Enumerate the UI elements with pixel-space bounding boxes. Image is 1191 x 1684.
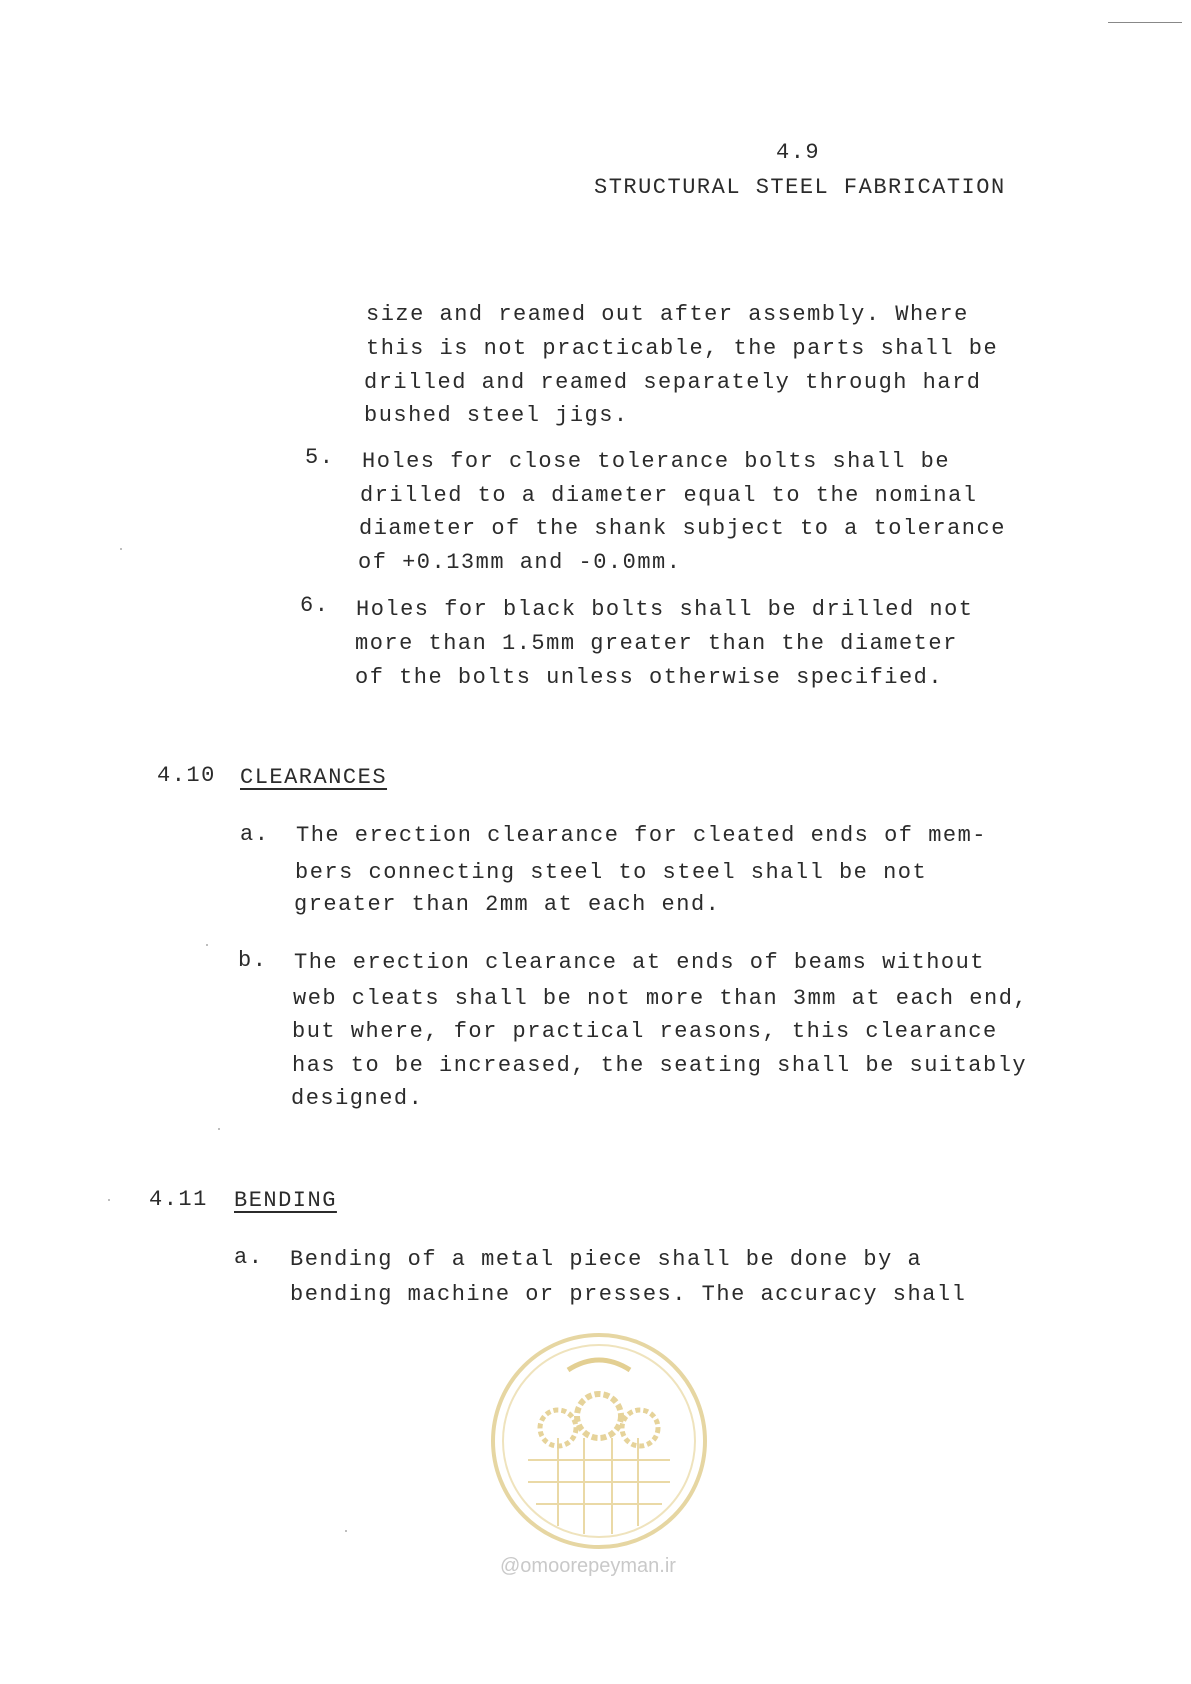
section-heading: BENDING [234,1188,337,1213]
body-line: greater than 2mm at each end. [294,892,721,917]
section-heading: CLEARANCES [240,765,388,790]
body-line: Bending of a metal piece shall be done by a [290,1247,923,1272]
scan-speck [345,1530,347,1532]
body-line: designed. [291,1086,424,1111]
body-line: web cleats shall be not more than 3mm at each end, [293,986,1029,1011]
paragraph-letter: a. [234,1245,264,1270]
body-line: diameter of the shank subject to a tolerance [359,516,1006,541]
body-line: drilled and reamed separately through hard [364,370,982,395]
item-number: 5. [305,445,335,470]
paragraph-letter: a. [240,822,270,847]
page-number: 4.9 [776,140,821,165]
body-line: Holes for black bolts shall be drilled not [356,597,974,622]
body-line: bending machine or presses. The accuracy shall [290,1282,967,1307]
item-number: 6. [300,593,330,618]
body-line: The erection clearance for cleated ends of mem- [296,823,988,848]
body-line: size and reamed out after assembly. Where [366,302,969,327]
scan-speck [218,1128,220,1130]
body-line: bers connecting steel to steel shall be not [295,860,928,885]
scan-speck [108,1199,110,1201]
body-line: Holes for close tolerance bolts shall be [362,449,951,474]
watermark-text: @omoorepeyman.ir [500,1555,676,1577]
section-number: 4.10 [157,763,216,788]
scan-mark [1108,22,1182,23]
body-line: more than 1.5mm greater than the diameter [355,631,958,656]
scan-speck [206,944,208,946]
body-line: bushed steel jigs. [364,403,629,428]
body-line: drilled to a diameter equal to the nominal [360,483,978,508]
body-line: of +0.13mm and -0.0mm. [358,550,682,575]
body-line: of the bolts unless otherwise specified. [355,665,944,690]
scan-speck [120,548,122,550]
body-line: this is not practicable, the parts shall be [366,336,999,361]
watermark-seal-icon [488,1330,710,1552]
section-header-title: STRUCTURAL STEEL FABRICATION [594,175,1006,200]
body-line: The erection clearance at ends of beams without [294,950,986,975]
paragraph-letter: b. [238,948,268,973]
body-line: has to be increased, the seating shall be suitably [292,1053,1028,1078]
section-number: 4.11 [149,1187,208,1212]
body-line: but where, for practical reasons, this clearance [292,1019,998,1044]
